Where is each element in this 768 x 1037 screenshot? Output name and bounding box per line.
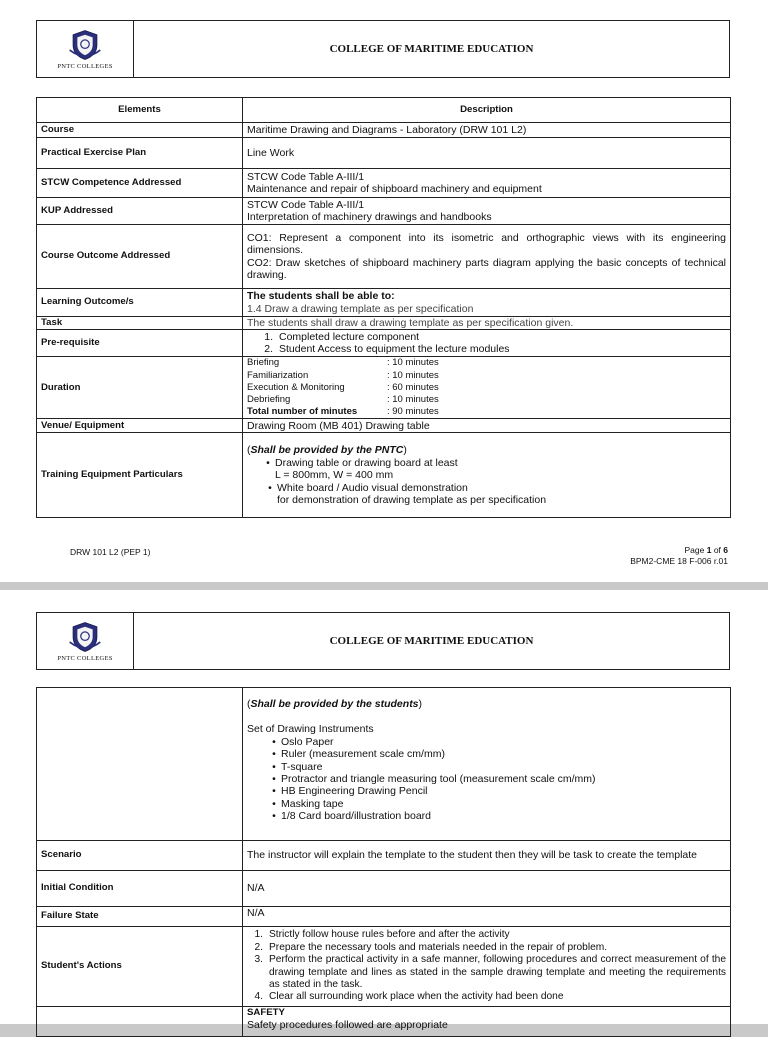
duration-value xyxy=(243,357,731,419)
list-item-continuation: L = 800mm, W = 400 mm xyxy=(275,469,394,482)
row-label-task: Task xyxy=(37,317,243,330)
kup-value xyxy=(243,198,731,225)
venue-value: Drawing Room (MB 401) Drawing table xyxy=(243,419,731,433)
kup-line-2: Interpretation of machinery drawings and handbooks xyxy=(247,211,492,223)
list-item: • Ruler (measurement scale cm/mm) xyxy=(272,748,445,761)
table-row xyxy=(37,289,731,317)
stcw-line-1: STCW Code Table A-III/1 xyxy=(247,170,365,183)
students-heading: (Shall be provided by the students) xyxy=(247,698,423,710)
list-item: • White board / Audio visual demonstration xyxy=(268,481,468,494)
table-row xyxy=(37,433,731,518)
list-item: 1. Completed lecture component xyxy=(264,331,420,343)
students-actions-value xyxy=(243,927,731,1007)
document-page-2 xyxy=(0,590,768,1032)
row-label-learning-outcome: Learning Outcome/s xyxy=(37,289,243,317)
lo-heading: The students shall be able to: xyxy=(247,290,395,303)
college-logo xyxy=(37,613,134,669)
empty-label-cell xyxy=(37,1007,243,1037)
table-row xyxy=(37,225,731,289)
column-header-elements: Elements xyxy=(37,98,243,123)
table-row xyxy=(37,123,731,138)
list-item: 2. Student Access to equipment the lecture modules xyxy=(264,343,510,356)
row-label-kup: KUP Addressed xyxy=(37,198,243,225)
page-title: COLLEGE OF MARITIME EDUCATION xyxy=(329,43,534,55)
list-item-continuation: for demonstration of drawing template as per specification xyxy=(277,494,547,507)
list-item: 3. Perform the practical activity in a safe manner, following procedures and correct measurement of the drawing template and lines as stated in the sample drawing template and meeting the requirements as stated in the task. xyxy=(254,954,726,990)
kup-line-1: STCW Code Table A-III/1 xyxy=(247,198,365,211)
list-item: • Drawing table or drawing board at least xyxy=(266,456,458,469)
row-label-stcw: STCW Competence Addressed xyxy=(37,169,243,198)
instruments-label: Set of Drawing Instruments xyxy=(247,723,374,736)
table-row xyxy=(37,138,731,169)
list-item: • 1/8 Card board/illustration board xyxy=(272,810,432,823)
prerequisite-value xyxy=(243,330,731,357)
duration-line: Execution & Monitoring : 60 minutes xyxy=(247,381,439,393)
table-row xyxy=(37,198,731,225)
table-row xyxy=(37,841,731,871)
task-value: The students shall draw a drawing template as per specification given. xyxy=(243,317,731,330)
list-item: • Masking tape xyxy=(272,797,344,810)
table-row xyxy=(37,871,731,907)
table-row xyxy=(37,688,731,841)
failure-state-value: N/A xyxy=(243,907,731,927)
safety-value xyxy=(243,1007,731,1037)
duration-line: Debriefing : 10 minutes xyxy=(247,394,439,406)
footer-course-code: DRW 101 L2 (PEP 1) xyxy=(70,547,151,557)
tep-heading: (Shall be provided by the PNTC) xyxy=(247,444,407,457)
row-label-prerequisite: Pre-requisite xyxy=(37,330,243,357)
form-code: BPM2-CME 18 F-006 r.01 xyxy=(630,556,728,566)
training-equipment-value xyxy=(243,433,731,518)
table-header-row xyxy=(37,98,731,123)
list-item: • Oslo Paper xyxy=(272,735,334,748)
lo-item: 1.4 Draw a drawing template as per specification xyxy=(247,302,474,315)
page-header xyxy=(36,20,730,78)
list-item: 4. Clear all surrounding work place when the activity had been done xyxy=(254,991,564,1003)
learning-outcome-value xyxy=(243,289,731,317)
row-label-pep: Practical Exercise Plan xyxy=(37,138,243,169)
college-logo xyxy=(37,21,134,77)
footer-page-info xyxy=(630,545,728,567)
list-item: 1. Strictly follow house rules before and after the activity xyxy=(254,929,510,941)
duration-line: Briefing : 10 minutes xyxy=(247,357,439,369)
stcw-line-2: Maintenance and repair of shipboard machinery and equipment xyxy=(247,183,542,195)
row-label-initial-condition: Initial Condition xyxy=(37,871,243,907)
row-label-duration: Duration xyxy=(37,357,243,419)
initial-condition-value: N/A xyxy=(243,871,731,907)
row-label-students-actions: Student's Actions xyxy=(37,927,243,1007)
pntc-crest-icon xyxy=(68,620,102,654)
table-row xyxy=(37,907,731,927)
table-row xyxy=(37,330,731,357)
list-item: • HB Engineering Drawing Pencil xyxy=(272,785,428,798)
row-label-failure-state: Failure State xyxy=(37,907,243,927)
co1-text: CO1: Represent a component into its isometric and orthographic views with its engineering dimensions. xyxy=(247,231,726,257)
list-item: 2. Prepare the necessary tools and materials needed in the repair of problem. xyxy=(254,941,608,953)
course-outcome-value xyxy=(243,225,731,289)
table-row xyxy=(37,357,731,419)
list-item: • Protractor and triangle measuring tool (measurement scale cm/mm) xyxy=(272,773,596,786)
pep-table-2 xyxy=(36,687,731,1037)
table-row xyxy=(37,927,731,1007)
page-number: Page 1 of 6 xyxy=(684,545,728,555)
row-label-training-equipment: Training Equipment Particulars xyxy=(37,433,243,518)
table-row xyxy=(37,419,731,433)
safety-text: Safety procedures followed are appropriate xyxy=(247,1019,448,1032)
empty-label-cell xyxy=(37,688,243,841)
column-header-description: Description xyxy=(243,98,731,123)
row-label-course: Course xyxy=(37,123,243,138)
student-materials-value xyxy=(243,688,731,841)
row-label-course-outcome: Course Outcome Addressed xyxy=(37,225,243,289)
pep-value: Line Work xyxy=(243,138,731,169)
row-label-scenario: Scenario xyxy=(37,841,243,871)
stcw-value xyxy=(243,169,731,198)
duration-total: Total number of minutes : 90 minutes xyxy=(247,406,439,418)
table-row xyxy=(37,169,731,198)
co2-text: CO2: Draw sketches of shipboard machinery parts diagram applying the basic concepts of technical drawing. xyxy=(247,256,726,281)
pep-table-1 xyxy=(36,97,731,518)
pntc-crest-icon xyxy=(68,28,102,62)
logo-text: PNTC COLLEGES xyxy=(57,655,113,662)
logo-text: PNTC COLLEGES xyxy=(57,63,113,70)
course-value: Maritime Drawing and Diagrams - Laboratory (DRW 101 L2) xyxy=(243,123,731,138)
scenario-value: The instructor will explain the template to the student then they will be task to create the template xyxy=(243,841,731,871)
table-row xyxy=(37,1007,731,1037)
safety-heading: SAFETY xyxy=(247,1007,285,1018)
table-row xyxy=(37,317,731,330)
page-title: COLLEGE OF MARITIME EDUCATION xyxy=(329,635,534,647)
duration-line: Familiarization : 10 minutes xyxy=(247,369,439,381)
row-label-venue: Venue/ Equipment xyxy=(37,419,243,433)
page-header xyxy=(36,612,730,670)
list-item: • T-square xyxy=(272,760,323,773)
